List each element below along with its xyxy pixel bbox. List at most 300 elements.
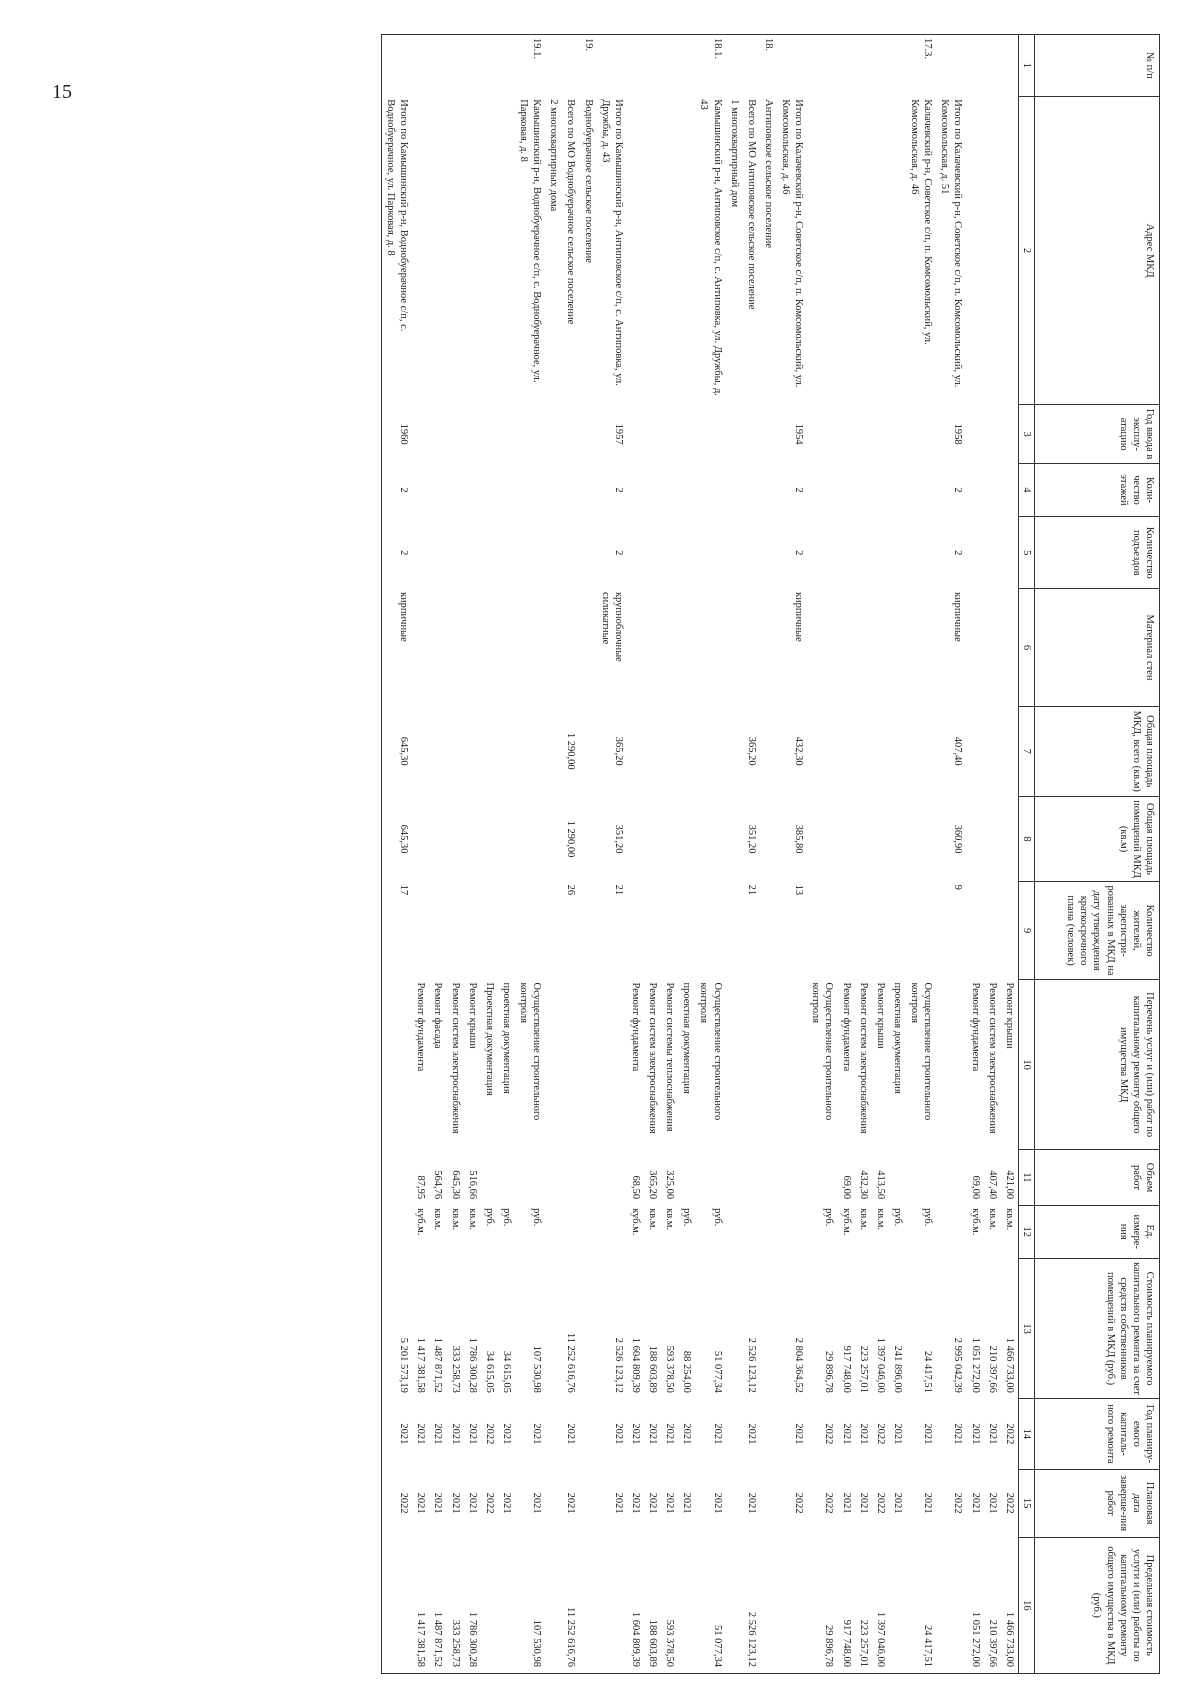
column-header: Год ввода в эксплу-атацию <box>1035 405 1160 464</box>
table-row <box>447 35 464 1674</box>
table-cell <box>412 405 429 464</box>
table-cell <box>695 882 725 980</box>
table-cell: 1 397 046,00 <box>874 1337 886 1393</box>
table-cell <box>580 1258 597 1398</box>
table-cell <box>644 35 661 97</box>
column-number: 2 <box>1018 96 1034 405</box>
table-cell <box>726 980 743 1150</box>
table-cell <box>678 405 695 464</box>
table-cell <box>545 1469 562 1537</box>
table-cell <box>984 589 1001 706</box>
table-cell <box>515 706 545 796</box>
table-cell <box>498 35 515 97</box>
table-cell <box>515 463 545 516</box>
table-cell: 2021 <box>857 1423 869 1445</box>
table-cell <box>872 463 889 516</box>
table-cell <box>984 517 1001 589</box>
table-cell <box>481 882 498 980</box>
table-cell <box>412 96 429 405</box>
table-cell <box>1001 706 1019 796</box>
table-cell <box>580 1537 597 1673</box>
table-cell <box>967 96 984 405</box>
table-cell <box>872 706 889 796</box>
table-cell <box>580 405 597 464</box>
table-cell: 2021 <box>630 1423 641 1445</box>
table-cell <box>464 796 481 881</box>
table-cell: 1 487 871,52 <box>429 1537 446 1673</box>
table-cell: 2021 <box>612 1492 624 1514</box>
table-cell <box>627 589 644 706</box>
table-cell <box>661 589 678 706</box>
table-cell <box>889 796 906 881</box>
table-cell <box>498 463 515 516</box>
table-cell: 432,30 <box>793 736 805 766</box>
table-cell: 351,20 <box>745 824 757 854</box>
table-cell: Воднобуерачное сельское поселение <box>582 99 594 263</box>
table-cell: Осуществление строительного контроля <box>909 982 934 1121</box>
table-cell <box>984 796 1001 881</box>
column-number: 7 <box>1018 706 1034 796</box>
table-cell <box>807 35 837 97</box>
table-cell: 2022 <box>874 1423 886 1445</box>
table-cell: 29 896,78 <box>823 1350 835 1393</box>
table-cell: 365,20 <box>612 736 624 766</box>
table-cell: 2021 <box>711 1492 723 1514</box>
table-cell <box>777 35 807 97</box>
table-cell <box>726 1399 743 1469</box>
table-cell: Проектная документация <box>483 982 495 1096</box>
table-cell <box>889 517 906 589</box>
table-cell <box>627 96 644 405</box>
table-cell <box>726 463 743 516</box>
table-cell <box>760 405 777 464</box>
table-cell <box>906 463 936 516</box>
header-row <box>1035 35 1160 1674</box>
table-row <box>562 35 579 1674</box>
table-cell <box>412 589 429 706</box>
table-cell: 26 <box>565 884 577 896</box>
table-cell <box>382 980 413 1150</box>
table-cell: 413,50 <box>874 1170 886 1200</box>
table-cell: 2021 <box>647 1492 659 1514</box>
table-cell: 2021 <box>840 1492 852 1514</box>
table-cell <box>678 1150 695 1205</box>
table-row <box>838 35 855 1674</box>
table-cell: 2022 <box>823 1492 835 1514</box>
table-cell: 17.3. <box>906 35 936 97</box>
table-cell <box>447 796 464 881</box>
table-cell <box>726 517 743 589</box>
table-row <box>760 35 777 1674</box>
table-cell: проектная документация <box>501 982 512 1094</box>
table-cell <box>1001 517 1019 589</box>
table-cell: 2021 <box>531 1492 543 1514</box>
table-cell: 1 290,00 <box>565 820 577 858</box>
table-cell <box>481 405 498 464</box>
table-cell: 1 466 733,00 <box>1001 1537 1019 1673</box>
table-cell: 365,20 <box>745 736 757 766</box>
table-cell: 2022 <box>952 1492 964 1514</box>
table-row <box>545 35 562 1674</box>
table-cell: 18. <box>760 35 777 97</box>
table-cell: 2021 <box>664 1423 676 1445</box>
table-cell <box>967 706 984 796</box>
column-header: Объем работ <box>1035 1150 1160 1205</box>
table-cell <box>661 35 678 97</box>
table-cell <box>695 405 725 464</box>
table-cell: 2021 <box>647 1423 659 1445</box>
table-cell <box>872 882 889 980</box>
table-cell <box>627 706 644 796</box>
table-cell <box>382 1150 413 1205</box>
table-row <box>936 35 966 1674</box>
table-cell: 2021 <box>857 1492 869 1514</box>
table-cell <box>464 706 481 796</box>
table-cell: 564,76 <box>432 1170 444 1200</box>
table-cell <box>678 796 695 881</box>
table-cell <box>429 882 446 980</box>
table-cell <box>580 463 597 516</box>
table-cell <box>726 405 743 464</box>
table-row <box>855 35 872 1674</box>
table-row <box>382 35 413 1674</box>
table-cell: руб. <box>922 1208 934 1227</box>
table-cell <box>412 882 429 980</box>
table-cell <box>580 1150 597 1205</box>
table-cell: Осуществление строительного контроля <box>698 982 723 1121</box>
table-cell: кв.м. <box>466 1208 478 1231</box>
table-cell <box>515 796 545 881</box>
table-cell: 1958 <box>952 423 964 445</box>
table-cell <box>760 1469 777 1537</box>
table-cell: Всего по МО Воднобуерачное сельское поселение <box>565 99 577 325</box>
table-cell: руб. <box>823 1208 835 1227</box>
column-header: Предельная стоимость услуги и (или) работы по капитальному ремонту общего имущества в МКД (руб.) <box>1035 1537 1160 1673</box>
column-header: Плановая дата заверше-ния работ <box>1035 1469 1160 1537</box>
table-cell <box>412 517 429 589</box>
table-cell <box>872 796 889 881</box>
table-cell <box>644 517 661 589</box>
table-cell <box>1001 796 1019 881</box>
table-cell: 2022 <box>793 1492 805 1514</box>
table-cell <box>429 96 446 405</box>
column-number: 3 <box>1018 405 1034 464</box>
table-cell <box>627 882 644 980</box>
table-cell: 19.1. <box>515 35 545 97</box>
table-cell: 107 530,98 <box>515 1537 545 1673</box>
table-cell <box>644 589 661 706</box>
table-cell <box>760 706 777 796</box>
table-cell <box>515 1150 545 1205</box>
table-cell: 407,40 <box>952 736 964 766</box>
table-cell <box>777 1537 807 1673</box>
table-cell: 1954 <box>793 423 805 445</box>
table-cell <box>838 517 855 589</box>
table-cell: проектная документация <box>681 982 693 1094</box>
column-number: 8 <box>1018 796 1034 881</box>
table-cell <box>498 706 515 796</box>
table-cell <box>760 1399 777 1469</box>
table-cell: куб.м. <box>840 1208 852 1236</box>
table-cell: руб. <box>681 1208 693 1227</box>
table-cell <box>678 517 695 589</box>
table-cell <box>515 517 545 589</box>
table-cell: 2021 <box>793 1423 805 1445</box>
column-number-row <box>1018 35 1034 1674</box>
table-cell <box>889 589 906 706</box>
table-cell <box>464 463 481 516</box>
table-cell <box>743 517 760 589</box>
table-cell <box>412 35 429 97</box>
table-cell: 2021 <box>449 1423 461 1445</box>
table-cell <box>855 706 872 796</box>
table-cell <box>936 35 966 97</box>
table-cell <box>726 35 743 97</box>
table-cell: Итого по Камышинский р-н, Антиповское с/п, с. Антиповка, ул. Дружбы, д. 43 <box>599 99 624 386</box>
table-cell: 9 <box>952 884 964 890</box>
table-cell <box>984 706 1001 796</box>
table-cell: 1 417 381,58 <box>412 1537 429 1673</box>
table-cell: 2021 <box>681 1492 693 1514</box>
table-cell <box>967 517 984 589</box>
table-cell <box>1001 35 1019 97</box>
table-cell <box>661 405 678 464</box>
table-cell <box>889 463 906 516</box>
table-cell <box>678 706 695 796</box>
column-header: Перечень услуг и (или) работ по капитальному ремонту общего имущества МКД <box>1035 980 1160 1150</box>
table-cell <box>661 796 678 881</box>
column-number: 6 <box>1018 589 1034 706</box>
table-cell: 2 526 123,12 <box>745 1337 757 1393</box>
table-cell: 593 378,50 <box>664 1345 676 1393</box>
table-cell <box>447 706 464 796</box>
table-cell <box>429 517 446 589</box>
table-cell <box>695 589 725 706</box>
table-cell <box>464 589 481 706</box>
table-cell: 2 многоквартирных дома <box>548 99 560 212</box>
table-cell <box>906 405 936 464</box>
table-cell <box>562 1205 579 1258</box>
table-cell: Ремонт крыши <box>874 982 886 1049</box>
table-cell <box>838 589 855 706</box>
table-cell <box>447 882 464 980</box>
table-cell <box>967 463 984 516</box>
table-cell <box>515 405 545 464</box>
table-cell <box>1001 463 1019 516</box>
table-cell: 385,80 <box>793 824 805 854</box>
table-cell <box>807 882 837 980</box>
table-cell <box>906 706 936 796</box>
table-cell <box>838 706 855 796</box>
table-cell: куб.м. <box>415 1208 427 1236</box>
table-cell: 917 748,00 <box>840 1345 852 1393</box>
table-cell: кв.м. <box>986 1208 998 1231</box>
table-cell: 1 466 733,00 <box>1003 1337 1015 1393</box>
table-cell <box>429 405 446 464</box>
table-cell <box>545 463 562 516</box>
column-number: 16 <box>1018 1537 1034 1673</box>
table-cell <box>855 35 872 97</box>
table-cell <box>984 35 1001 97</box>
table-cell <box>906 796 936 881</box>
table-cell <box>464 405 481 464</box>
table-cell <box>743 405 760 464</box>
table-cell <box>429 463 446 516</box>
table-cell <box>545 882 562 980</box>
table-cell <box>644 463 661 516</box>
table-cell <box>760 463 777 516</box>
column-number: 5 <box>1018 517 1034 589</box>
table-cell: 1 487 871,52 <box>432 1337 444 1393</box>
table-cell <box>678 589 695 706</box>
table-cell: 2021 <box>892 1492 903 1514</box>
table-cell: 241 896,00 <box>892 1345 903 1393</box>
table-cell: 2021 <box>382 1399 413 1469</box>
table-cell <box>580 517 597 589</box>
table-cell <box>562 35 579 97</box>
table-cell <box>760 980 777 1150</box>
table-cell <box>498 589 515 706</box>
table-cell <box>889 405 906 464</box>
column-header: № п/п <box>1035 35 1160 97</box>
table-cell <box>580 589 597 706</box>
table-cell: Ремонт фундамента <box>630 982 641 1072</box>
table-cell <box>872 517 889 589</box>
table-cell <box>447 589 464 706</box>
table-cell <box>597 35 627 97</box>
table-cell: кв.м. <box>664 1208 676 1231</box>
table-cell <box>726 1150 743 1205</box>
table-cell: Итого по Камышинский р-н, Воднобуерачное с/п, с. Воднобуерачное, ул. Парковая, д. 8 <box>382 96 413 405</box>
table-cell: кв.м. <box>647 1208 659 1231</box>
table-cell <box>777 980 807 1150</box>
table-cell <box>743 1150 760 1205</box>
table-cell: Ремонт систем электроснабжения <box>857 982 869 1134</box>
table-cell: 2021 <box>664 1492 676 1514</box>
table-row <box>597 35 627 1674</box>
table-cell: 2022 <box>382 1469 413 1537</box>
table-cell: руб. <box>501 1208 512 1227</box>
table-cell: 2021 <box>501 1492 512 1514</box>
table-cell: 19. <box>580 35 597 97</box>
table-cell: 11 252 616,76 <box>565 1332 577 1393</box>
table-cell <box>726 796 743 881</box>
table-cell: руб. <box>711 1208 723 1227</box>
table-cell: 2 <box>793 487 805 493</box>
table-cell <box>580 1469 597 1537</box>
table-cell <box>562 517 579 589</box>
table-cell <box>807 96 837 405</box>
table-cell <box>726 1469 743 1537</box>
table-cell: 2022 <box>1003 1492 1015 1514</box>
table-cell: руб. <box>483 1208 495 1227</box>
table-cell <box>1001 96 1019 405</box>
table-cell <box>872 589 889 706</box>
table-cell <box>580 706 597 796</box>
table-cell: 18.1. <box>695 35 725 97</box>
table-cell: Ремонт фундамента <box>415 982 427 1072</box>
table-cell: 1 многоквартирный дом <box>728 99 740 208</box>
table-cell <box>627 405 644 464</box>
table-cell <box>838 35 855 97</box>
table-cell <box>464 882 481 980</box>
table-cell: кв.м. <box>449 1208 461 1231</box>
table-cell: Осуществление строительного контроля <box>810 982 835 1121</box>
table-cell: 2022 <box>1003 1423 1015 1445</box>
table-cell <box>644 796 661 881</box>
table-cell <box>906 589 936 706</box>
table-cell <box>838 463 855 516</box>
table-cell: 69,00 <box>840 1175 852 1200</box>
table-cell <box>695 463 725 516</box>
table-cell <box>838 882 855 980</box>
column-number: 9 <box>1018 882 1034 980</box>
table-row <box>678 35 695 1674</box>
table-cell <box>777 1150 807 1205</box>
table-cell <box>481 1150 498 1205</box>
table-cell <box>382 1205 413 1258</box>
table-cell <box>855 517 872 589</box>
table-cell <box>498 96 515 405</box>
table-cell <box>872 96 889 405</box>
table-cell <box>545 589 562 706</box>
column-header: Адрес МКД <box>1035 96 1160 405</box>
table-cell <box>498 517 515 589</box>
table-cell: 2021 <box>840 1423 852 1445</box>
table-cell: 2021 <box>565 1492 577 1514</box>
table-cell: кв.м. <box>874 1208 886 1231</box>
table-cell <box>580 1205 597 1258</box>
table-cell <box>481 463 498 516</box>
table-cell <box>545 1537 562 1673</box>
table-cell: 2 804 364,52 <box>793 1337 805 1393</box>
table-cell: 2 526 123,12 <box>743 1537 760 1673</box>
table-cell <box>447 405 464 464</box>
table-cell: 432,30 <box>857 1170 869 1200</box>
column-header: Стоимость планируемого капитального ремонта за счет средств собственников помещений в МКД (руб.) <box>1035 1258 1160 1398</box>
table-cell <box>855 882 872 980</box>
column-number: 14 <box>1018 1399 1034 1469</box>
table-cell: 2 <box>793 550 805 556</box>
table-cell: 2021 <box>892 1423 903 1445</box>
table-cell: 29 896,78 <box>807 1537 837 1673</box>
table-cell <box>429 589 446 706</box>
table-row <box>726 35 743 1674</box>
table-row <box>464 35 481 1674</box>
table-cell <box>889 1150 906 1205</box>
table-cell: 34 615,05 <box>483 1350 495 1393</box>
table-cell: Антиповское сельское поселение <box>763 99 774 249</box>
table-cell <box>545 706 562 796</box>
table-cell <box>984 463 1001 516</box>
table-cell <box>597 1150 627 1205</box>
table-cell: кирпичные <box>952 591 964 642</box>
table-cell: 34 615,05 <box>501 1350 512 1393</box>
table-cell: 88 254,00 <box>681 1350 693 1393</box>
table-cell <box>429 796 446 881</box>
page-number: 15 <box>52 81 72 103</box>
table-cell: Всего по МО Антиповское сельское поселение <box>745 99 757 310</box>
table-cell: 24 417,51 <box>906 1537 936 1673</box>
table-cell <box>777 1205 807 1258</box>
table-cell <box>936 1150 966 1205</box>
table-cell <box>906 517 936 589</box>
table-cell: 21 <box>612 884 624 896</box>
table-cell <box>807 517 837 589</box>
table-cell <box>760 796 777 881</box>
table-cell <box>429 706 446 796</box>
table-cell <box>562 463 579 516</box>
